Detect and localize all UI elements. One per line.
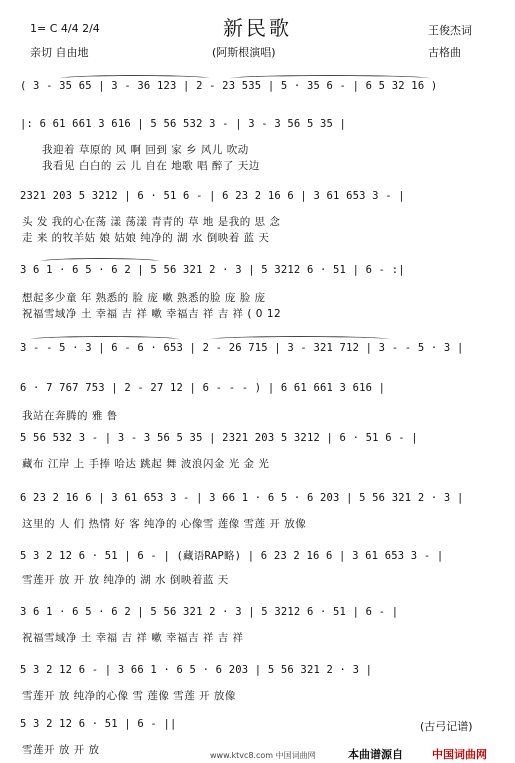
lyric-line: 祝福雪域净 土 幸福 吉 祥 嗽 幸福吉 祥 吉 祥 ( 0 12: [22, 308, 282, 320]
phrase-slur: [230, 75, 430, 82]
song-title: 新民歌: [223, 16, 292, 40]
phrase-slur: [30, 336, 180, 343]
source-label: 本曲谱源自: [348, 748, 403, 761]
phrase-slur: [60, 75, 210, 82]
notation-line: 5 3 2 12 6 · 51 | 6 - ||: [20, 718, 177, 730]
notation-line: |: 6 61 661 3 616 | 5 56 532 3 - | 3 - 3 56 5 35 |: [20, 118, 347, 130]
phrase-slur: [40, 258, 160, 265]
brand-label: 中国词曲网: [432, 748, 487, 761]
lyric-line: 雪莲开 放 纯净的心像 雪 莲像 雪莲 开 放像: [22, 690, 236, 702]
transcriber-note: (古弓记谱): [420, 720, 473, 733]
watermark-site: www.ktvc8.com 中国词曲网: [210, 751, 316, 760]
singer: (阿斯根演唱): [212, 46, 276, 59]
lyric-line: 我站在奔腾的 雅 鲁: [22, 410, 118, 422]
lyric-line: 藏布 江岸 上 手捧 哈达 跳起 舞 波浪闪金 光 金 光: [22, 458, 270, 470]
composer: 古格曲: [428, 46, 461, 59]
phrase-slur: [210, 336, 390, 343]
notation-line: 6 · 7 767 753 | 2 - 27 12 | 6 - - - ) | 6 61 661 3 616 |: [20, 382, 386, 394]
lyric-line: 想起多少童 年 熟悉的 脸 庞 嗽 熟悉的脸 庞 脸 庞: [22, 292, 266, 304]
notation-line: 3 6 1 · 6 5 · 6 2 | 5 56 321 2 · 3 | 5 3212 6 · 51 | 6 - |: [20, 606, 399, 618]
lyric-line: 雪莲开 放 开 放: [22, 744, 100, 756]
lyric-line: 祝福雪域净 土 幸福 吉 祥 嗽 幸福吉 祥 吉 祥: [22, 632, 244, 644]
notation-line: 3 6 1 · 6 5 · 6 2 | 5 56 321 2 · 3 | 5 3212 6 · 51 | 6 - :|: [20, 264, 405, 276]
key-signature: 1= C 4/4 2/4: [30, 22, 100, 35]
notation-line: 5 56 532 3 - | 3 - 3 56 5 35 | 2321 203 5 3212 | 6 · 51 6 - |: [20, 432, 418, 444]
lyric-line: 我看见 白白的 云 儿 自在 地歌 唱 醉了 天边: [42, 160, 260, 172]
notation-line: 2321 203 5 3212 | 6 · 51 6 - | 6 23 2 16 6 | 3 61 653 3 - |: [20, 190, 405, 202]
lyric-line: 头 发 我的心在荡 漾 荡漾 青青的 草 地 是我的 思 念: [22, 216, 281, 228]
lyric-line: 我迎着 草原的 风 啊 回到 家 乡 风儿 吹动: [42, 144, 249, 156]
tempo-marking: 亲切 自由地: [30, 46, 89, 59]
notation-line: 5 3 2 12 6 - | 3 66 1 · 6 5 · 6 203 | 5 56 321 2 · 3 |: [20, 664, 373, 676]
lyric-line: 雪莲开 放 开 放 纯净的 湖 水 倒映着蓝 天: [22, 574, 229, 586]
lyric-line: 走 来 的牧羊姑 娘 姑娘 纯净的 湖 水 倒映着 蓝 天: [22, 232, 270, 244]
notation-line: 6 23 2 16 6 | 3 61 653 3 - | 3 66 1 · 6 5 · 6 203 | 5 56 321 2 · 3 |: [20, 492, 464, 504]
notation-line: 3 - - 5 · 3 | 6 - 6 · 653 | 2 - 26 715 | 3 - 321 712 | 3 - - 5 · 3 |: [20, 342, 464, 354]
notation-line: ( 3 - 35 65 | 3 - 36 123 | 2 - 23 535 | 5 · 35 6 - | 6 5 32 16 ): [20, 80, 438, 92]
notation-line: 5 3 2 12 6 · 51 | 6 - | (藏语RAP略) | 6 23 2 16 6 | 3 61 653 3 - |: [20, 550, 444, 562]
lyric-line: 这里的 人 们 热情 好 客 纯净的 心像雪 莲像 雪莲 开 放像: [22, 518, 307, 530]
lyricist: 王俊杰词: [428, 24, 472, 37]
